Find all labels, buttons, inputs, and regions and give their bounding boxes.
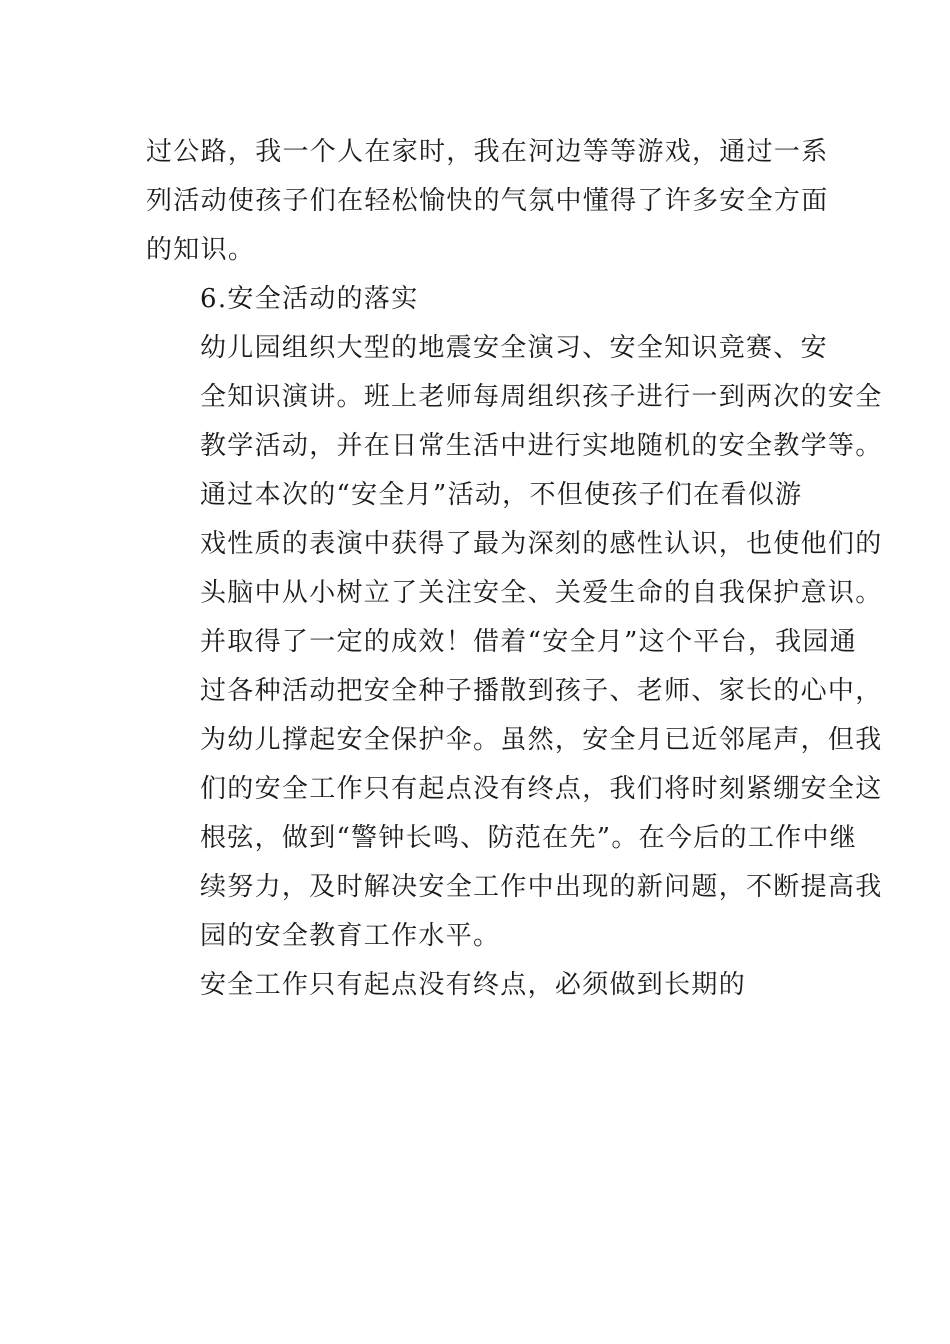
paragraph-closing xyxy=(146,961,810,1010)
text-line: 安全工作只有起点没有终点，必须做到长期的 xyxy=(200,970,747,1000)
text-line: 头脑中从小树立了关注安全、关爱生命的自我保护意识。 xyxy=(200,578,883,608)
text-line: 全知识演讲。班上老师每周组织孩子进行一到两次的安全 xyxy=(200,382,883,412)
text-line: 续努力，及时解决安全工作中出现的新问题，不断提高我 xyxy=(200,872,883,902)
text-line: 园的安全教育工作水平。 xyxy=(200,921,501,951)
text-line: 列活动使孩子们在轻松愉快的气氛中懂得了许多安全方面 xyxy=(146,186,829,216)
text-line: 根弦，做到“警钟长鸣、防范在先”。在今后的工作中继 xyxy=(200,823,858,853)
text-line: 并取得了一定的成效！借着“安全月”这个平台，我园通 xyxy=(200,627,858,657)
paragraph-summary xyxy=(146,471,883,961)
text-line: 的知识。 xyxy=(146,235,256,265)
text-line: 教学活动，并在日常生活中进行实地随机的安全教学等。 xyxy=(200,431,883,461)
text-line: 戏性质的表演中获得了最为深刻的感性认识，也使他们的 xyxy=(200,529,883,559)
paragraph-continued xyxy=(146,128,829,275)
text-line: 6.安全活动的落实 xyxy=(200,284,419,314)
text-line: 过公路，我一个人在家时，我在河边等等游戏，通过一系 xyxy=(146,137,829,167)
paragraph-activities xyxy=(146,324,883,471)
text-line: 们的安全工作只有起点没有终点，我们将时刻紧绷安全这 xyxy=(200,774,883,804)
text-line: 为幼儿撑起安全保护伞。虽然，安全月已近邻尾声，但我 xyxy=(200,725,883,755)
section-heading xyxy=(146,275,810,324)
text-line: 过各种活动把安全种子播散到孩子、老师、家长的心中， xyxy=(200,676,883,706)
text-line: 幼儿园组织大型的地震安全演习、安全知识竞赛、安 xyxy=(200,333,828,363)
document-body xyxy=(146,128,883,1010)
text-line: 通过本次的“安全月”活动，不但使孩子们在看似游 xyxy=(200,480,803,510)
